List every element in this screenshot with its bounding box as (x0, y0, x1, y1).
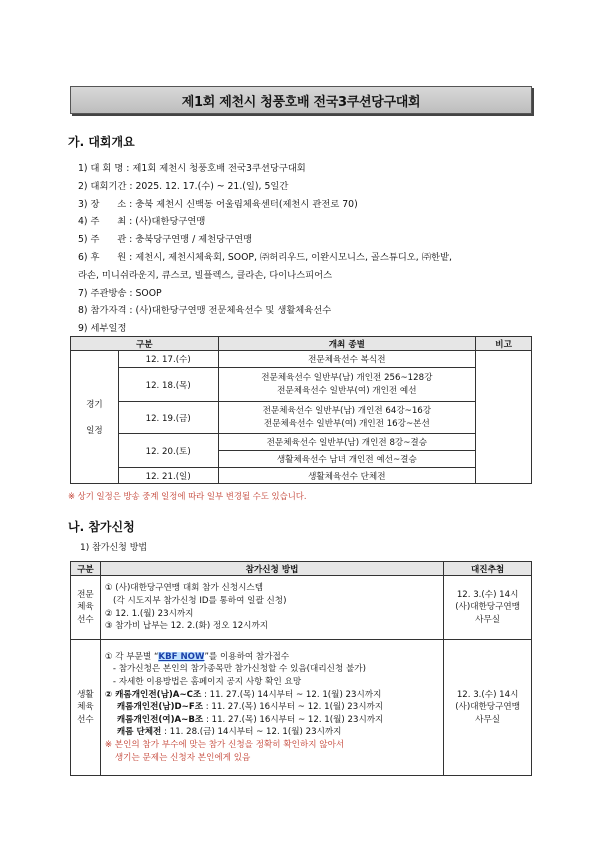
registration-header-category: 구분 (71, 562, 101, 576)
schedule-event: 전문체육선수 일반부(남) 개인전 256~128강 전문체육선수 일반부(여) 개인전 예선 (218, 368, 476, 402)
registration-method-pro: ① (사)대한당구연맹 대회 참가 신청시스템 (각 시도지부 참가신청 ID를 통하여 일괄 신청) ② 12. 1.(월) 23시까지 ③ 참가비 납부는 12. 2.(화) 정오 12시까지 (100, 576, 443, 640)
schedule-date: 12. 19.(금) (118, 402, 218, 434)
overview-list (78, 160, 538, 338)
registration-header-draw: 대진추첨 (444, 562, 532, 576)
schedule-group-label: 경기 일정 (71, 351, 119, 484)
registration-category-pro: 전문 체육 선수 (71, 576, 101, 640)
schedule-remark (476, 351, 532, 484)
schedule-event: 생활체육선수 단체전 (218, 468, 476, 484)
overview-item: 2) 대회기간 : 2025. 12. 17.(수) ~ 21.(일), 5일간 (78, 180, 289, 192)
schedule-header-category: 구분 (71, 337, 219, 351)
section-heading-overview: 가. 대회개요 (68, 135, 135, 149)
overview-item: 3) 장 소 : 충북 제천시 신백동 어울림체육센터(제천시 관전로 70) (78, 198, 358, 210)
schedule-date: 12. 20.(토) (118, 434, 218, 468)
schedule-event: 전문체육선수 복식전 (218, 351, 476, 368)
schedule-event: 전문체육선수 일반부(남) 개인전 64강~16강 전문체육선수 일반부(여) 개인전 16강~본선 (218, 402, 476, 434)
registration-header-method: 참가신청 방법 (100, 562, 443, 576)
schedule-date: 12. 18.(목) (118, 368, 218, 402)
registration-subheading: 1) 참가신청 방법 (80, 543, 148, 553)
schedule-note: ※ 상기 일정은 방송 중계 일정에 따라 일부 변경될 수도 있습니다. (68, 491, 307, 501)
overview-item: 4) 주 최 : (사)대한당구연맹 (78, 216, 206, 228)
schedule-date: 12. 17.(수) (118, 351, 218, 368)
schedule-header-remark: 비고 (476, 337, 532, 351)
schedule-event: 전문체육선수 일반부(남) 개인전 8강~결승 (218, 434, 476, 451)
schedule-table (70, 336, 532, 484)
overview-item: 9) 세부일정 (78, 323, 127, 335)
section-heading-registration: 나. 참가신청 (68, 520, 135, 534)
overview-item: 라손, 미니쉬라운지, 큐스코, 빌플렉스, 클라손, 다이나스피어스 (78, 269, 333, 281)
registration-category-amateur: 생활 체육 선수 (71, 640, 101, 776)
registration-method-amateur: ① 각 부문별 “KBF NOW”를 이용하여 참가접수 - 참가신청은 본인의 참가종목만 참가신청할 수 있음(대리신청 불가) - 자세한 이용방법은 홈페이지 공지 사항 확인 요망 ② 캐롬개인전(남)A~C조 : 11. 27.(목) 14시부터 ~ 12. 1(월) 23시까지 캐롬개인전(남)D~F조 : 11. 27.(목) 16시부터 ~ 12. 1(월) 23시까지 캐롬개인전(여)A~B조 : 11. 27.(목) 16시부터 ~ 12. 1(월) 23시까지 캐롬 단체전 : 11. 28.(금) 14시부터 ~ 12. 1(월) 23시까지 ※ 본인의 참가 부수에 맞는 참가 신청을 정확히 확인하지 않아서 생기는 문제는 신청자 본인에게 있음 (100, 640, 443, 776)
registration-draw-pro: 12. 3.(수) 14시 (사)대한당구연맹 사무실 (444, 576, 532, 640)
registration-table (70, 561, 532, 776)
kbf-now-link[interactable]: KBF NOW (158, 651, 205, 662)
schedule-date: 12. 21.(일) (118, 468, 218, 484)
overview-item: 6) 후 원 : 제천시, 제천시체육회, SOOP, ㈜허리우드, 이완시모니스, 골스튜디오, ㈜한밭, (78, 251, 452, 263)
registration-draw-amateur: 12. 3.(수) 14시 (사)대한당구연맹 사무실 (444, 640, 532, 776)
overview-item: 5) 주 관 : 충북당구연맹 / 제천당구연맹 (78, 234, 253, 246)
overview-item: 7) 주관방송 : SOOP (78, 287, 162, 299)
schedule-header-event: 개최 종별 (218, 337, 476, 351)
overview-item: 8) 참가자격 : (사)대한당구연맹 전문체육선수 및 생활체육선수 (78, 305, 332, 317)
overview-item: 1) 대 회 명 : 제1회 제천시 청풍호배 전국3쿠션당구대회 (78, 163, 306, 174)
schedule-event: 생활체육선수 남녀 개인전 예선~결승 (218, 451, 476, 468)
page-title: 제1회 제천시 청풍호배 전국3쿠션당구대회 (70, 86, 532, 114)
